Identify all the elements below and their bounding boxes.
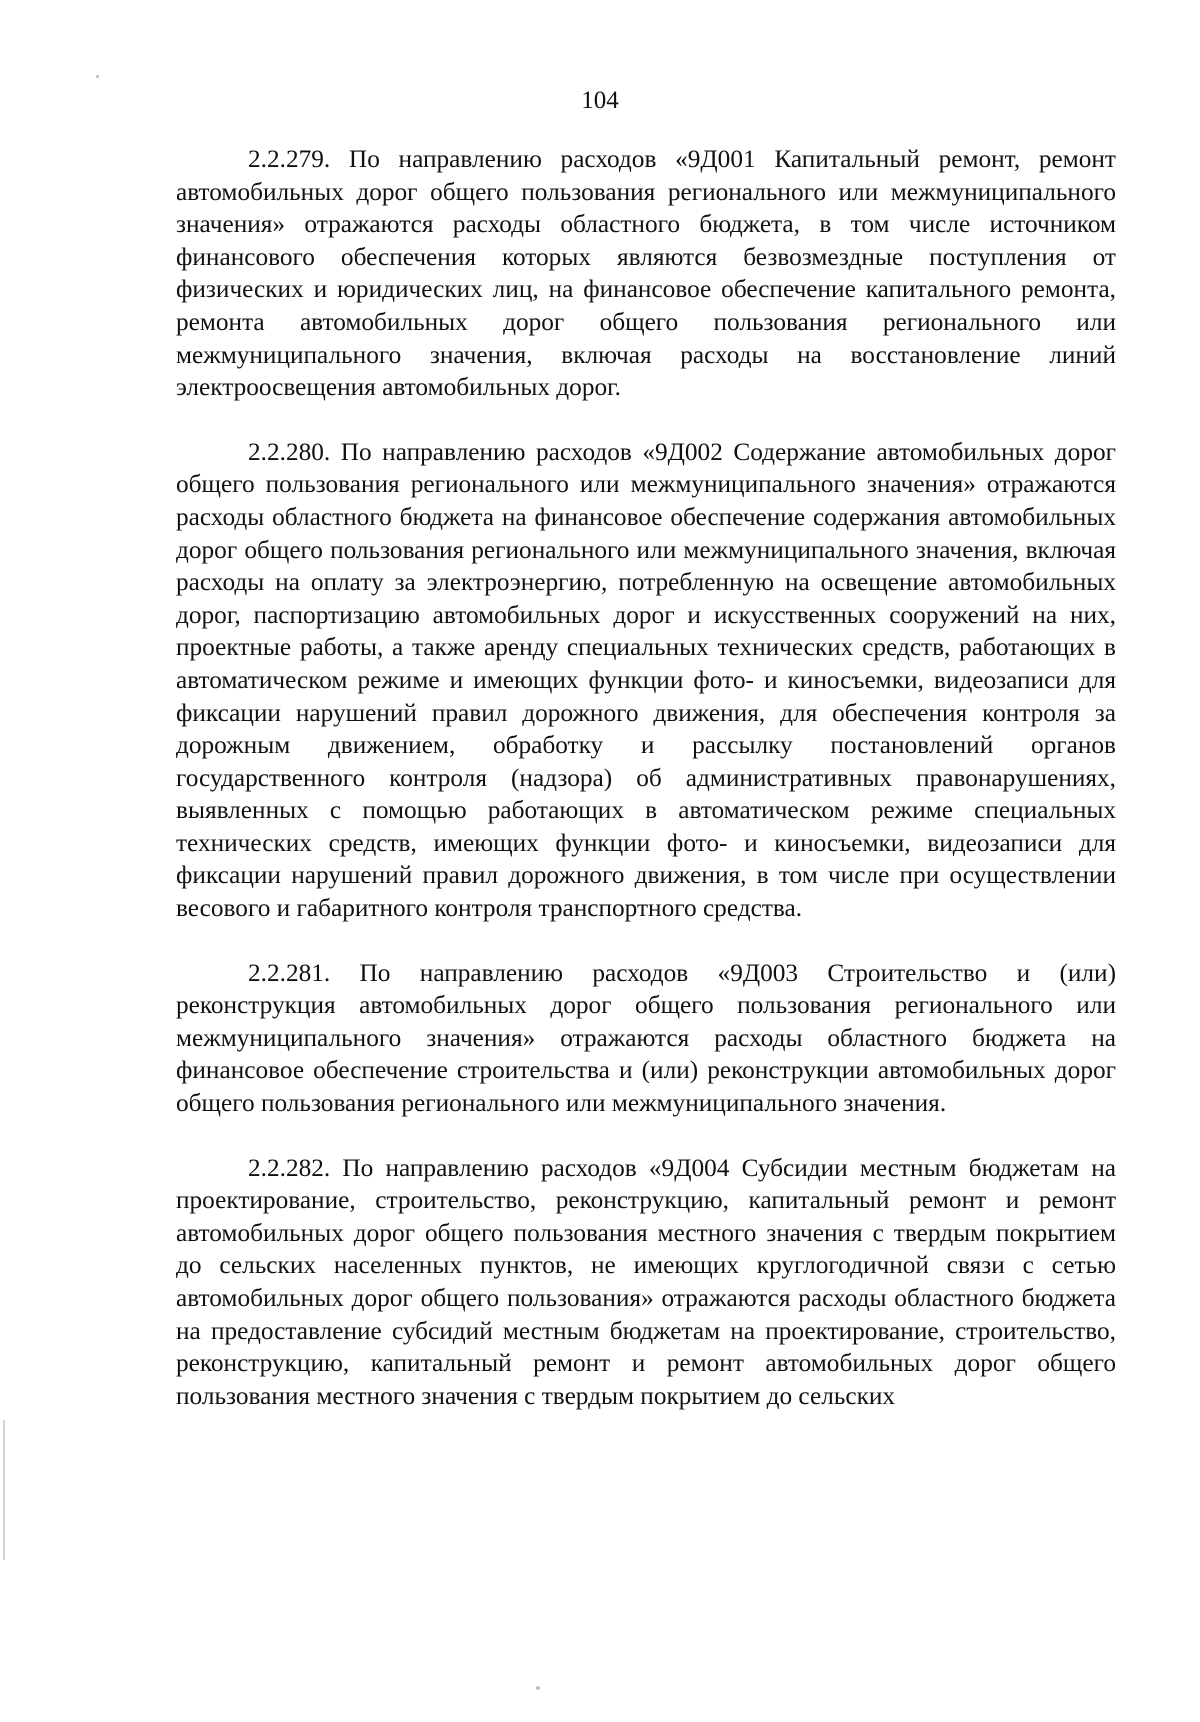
scan-speck (96, 75, 99, 78)
scan-edge-mark (3, 1420, 5, 1560)
paragraph-2-2-282: 2.2.282. По направлению расходов «9Д004 Субсидии местным бюджетам на проектирование, строительство, реконструкцию, капитальный ремонт и ремонт автомобильных дорог общего пользования местного значения с твердым покрытием до сельских населенных пунктов, не имеющих круглогодичной связи с сетью автомобильных дорог общего пользования» отражаются расходы областного бюджета на предоставление субсидий местным бюджетам на проектирование, строительство, реконструкцию, капитальный ремонт и ремонт автомобильных дорог общего пользования местного значения с твердым покрытием до сельских (176, 1153, 1116, 1410)
paragraph-2-2-281: 2.2.281. По направлению расходов «9Д003 Строительство и (или) реконструкция автомобильных дорог общего пользования регионального или межмуниципального значения» отражаются расходы областного бюджета на финансовое обеспечение строительства и (или) реконструкции автомобильных дорог общего пользования регионального или межмуниципального значения. (176, 958, 1116, 1118)
page-number: 104 (581, 87, 619, 114)
paragraph-2-2-280: 2.2.280. По направлению расходов «9Д002 Содержание автомобильных дорог общего пользования регионального или межмуниципального значения» отражаются расходы областного бюджета на финансовое обеспечение содержания автомобильных дорог общего пользования регионального или межмуниципального значения, включая расходы на оплату за электроэнергию, потребленную на освещение автомобильных дорог, паспортизацию автомобильных дорог и искусственных сооружений на них, проектные работы, а также аренду специальных технических средств, работающих в автоматическом режиме и имеющих функции фото- и киносъемки, видеозаписи для фиксации нарушений правил дорожного движения, для обеспечения контроля за дорожным движением, обработку и рассылку постановлений органов государственного контроля (надзора) об административных правонарушениях, выявленных с помощью работающих в автоматическом режиме специальных технических средств, имеющих функции фото- и киносъемки, видеозаписи для фиксации нарушений правил дорожного движения, в том числе при осуществлении весового и габаритного контроля транспортного средства. (176, 437, 1116, 923)
paragraph-2-2-279: 2.2.279. По направлению расходов «9Д001 Капитальный ремонт, ремонт автомобильных дорог общего пользования регионального или межмуниципального значения» отражаются расходы областного бюджета, в том числе источником финансового обеспечения которых являются безвозмездные поступления от физических и юридических лиц, на финансовое обеспечение капитального ремонта, ремонта автомобильных дорог общего пользования регионального или межмуниципального значения, включая расходы на восстановление линий электроосвещения автомобильных дорог. (176, 145, 1116, 402)
scan-speck (536, 1686, 540, 1690)
document-body (176, 143, 1116, 1412)
